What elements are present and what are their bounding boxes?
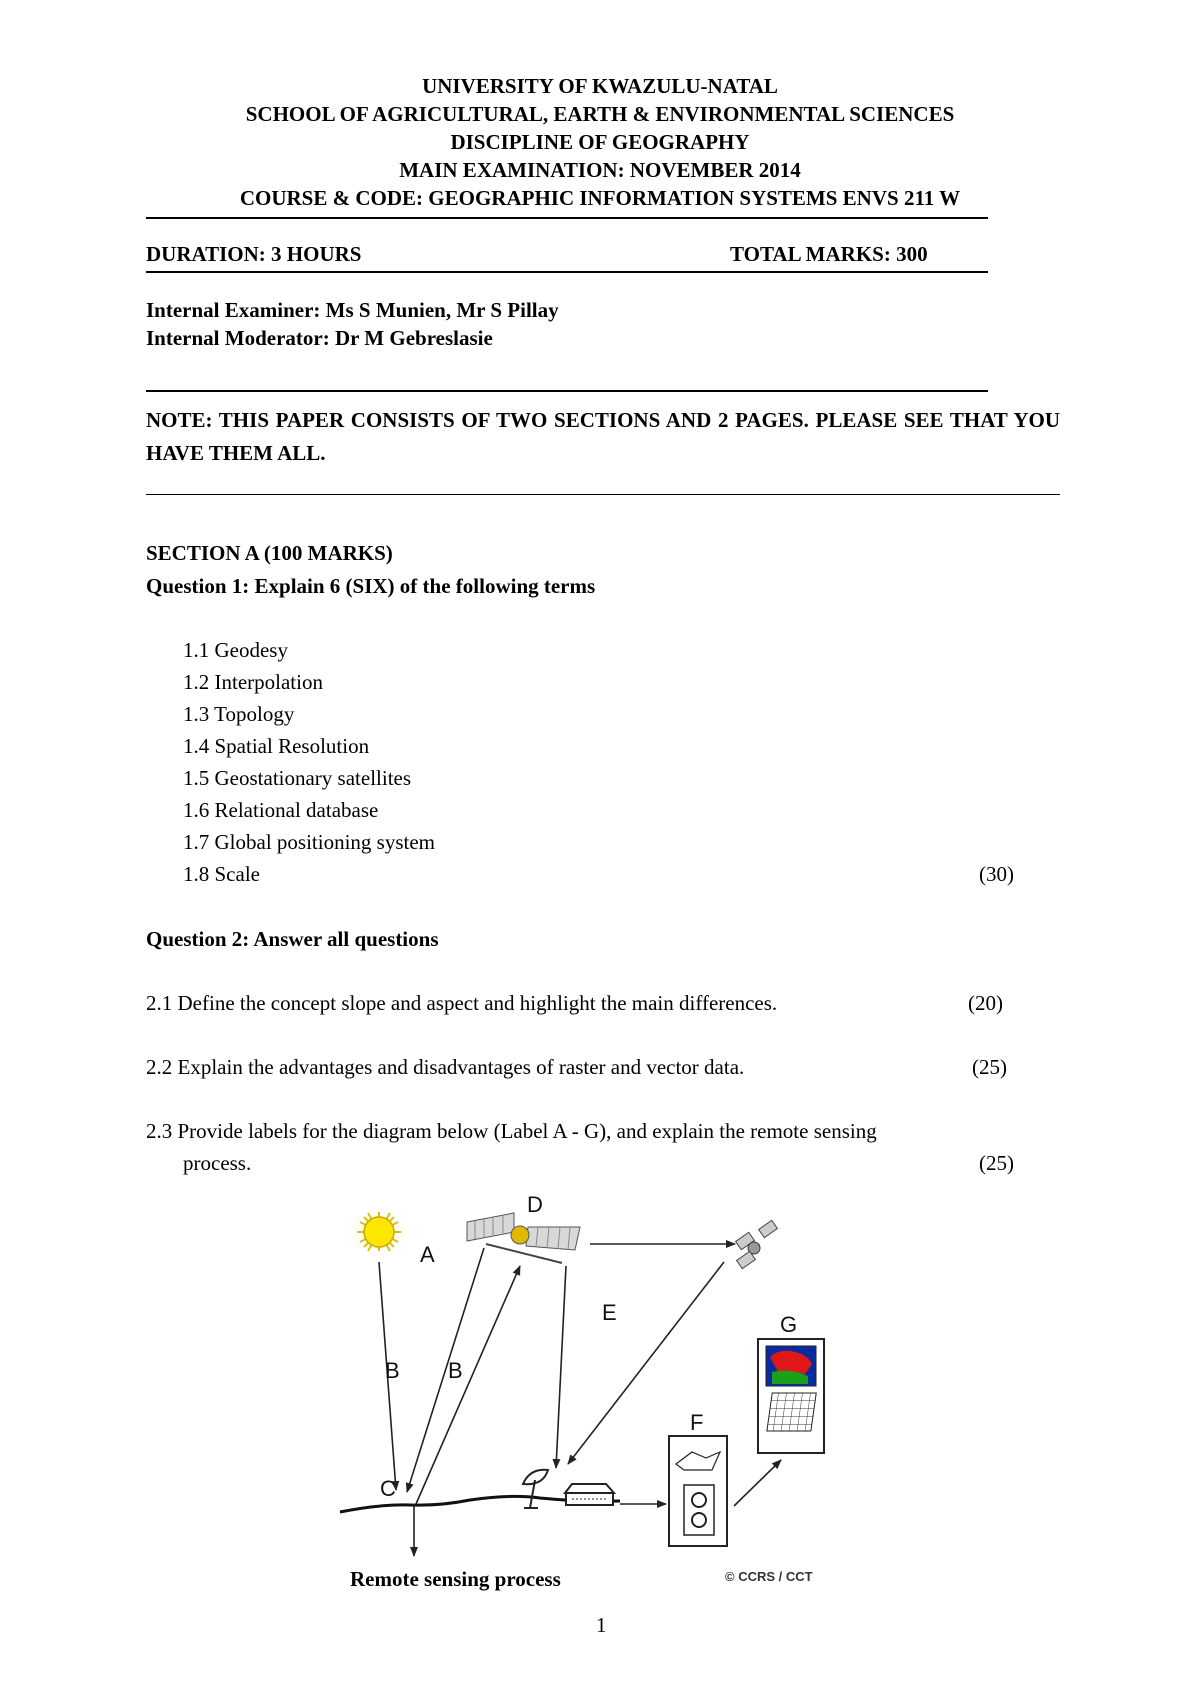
internal-examiner: Internal Examiner: Ms S Munien, Mr S Pillay (146, 298, 559, 322)
diagram-label-f: F (690, 1410, 704, 1435)
diagram-label-c: C (380, 1476, 396, 1501)
paper-note: NOTE: THIS PAPER CONSISTS OF TWO SECTIONS AND 2 PAGES. PLEASE SEE THAT YOU HAVE THEM ALL. (146, 408, 1060, 465)
term-item: 1.3 Topology (183, 702, 295, 726)
university-name: UNIVERSITY OF KWAZULU-NATAL (422, 74, 778, 98)
sun-icon (357, 1212, 401, 1251)
satellite-icon (467, 1213, 580, 1263)
page-number: 1 (596, 1613, 607, 1637)
diagram-label-a: A (420, 1242, 435, 1267)
diagram-caption: Remote sensing process (350, 1567, 561, 1591)
duration: DURATION: 3 HOURS (146, 242, 362, 266)
diagram-label-d: D (527, 1192, 543, 1217)
computer-display-icon (758, 1339, 824, 1453)
term-item: 1.4 Spatial Resolution (183, 734, 370, 758)
diagram-credit: © CCRS / CCT (725, 1569, 813, 1584)
question-2-1-marks: (20) (968, 991, 1003, 1015)
question-2-title: Question 2: Answer all questions (146, 927, 439, 951)
diagram-label-e: E (602, 1300, 617, 1325)
school-name: SCHOOL OF AGRICULTURAL, EARTH & ENVIRONMENTAL SCIENCES (245, 102, 955, 126)
question-1-marks: (30) (979, 862, 1014, 886)
diagram-label-g: G (780, 1312, 798, 1337)
term-item: 1.8 Scale (183, 862, 260, 886)
question-2-3-marks: (25) (979, 1151, 1014, 1175)
section-a-title: SECTION A (100 MARKS) (146, 541, 393, 565)
discipline-name: DISCIPLINE OF GEOGRAPHY (450, 130, 750, 154)
question-2-3: 2.3 Provide labels for the diagram below (Label A - G), and explain the remote sensing (146, 1119, 877, 1143)
question-2-1: 2.1 Define the concept slope and aspect and highlight the main differences. (146, 991, 778, 1015)
question-2-2-marks: (25) (972, 1055, 1007, 1079)
total-marks: TOTAL MARKS: 300 (730, 242, 928, 266)
internal-moderator: Internal Moderator: Dr M Gebreslasie (146, 326, 493, 350)
term-item: 1.7 Global positioning system (183, 830, 435, 854)
processing-station-icon (669, 1436, 727, 1546)
question-2-2: 2.2 Explain the advantages and disadvantages of raster and vector data. (146, 1055, 745, 1079)
question-2-3-continued: process. (183, 1151, 252, 1175)
term-item: 1.5 Geostationary satellites (183, 766, 412, 790)
receiving-dish-icon (523, 1470, 548, 1508)
course-code: COURSE & CODE: GEOGRAPHIC INFORMATION SYSTEMS ENVS 211 W (239, 186, 961, 210)
relay-satellite-icon (736, 1220, 778, 1268)
diagram-label-b1: B (385, 1358, 400, 1383)
question-1-title: Question 1: Explain 6 (SIX) of the following terms (146, 574, 596, 598)
term-item: 1.2 Interpolation (183, 670, 323, 694)
diagram-label-b2: B (448, 1358, 463, 1383)
ground-station-icon (565, 1484, 614, 1505)
term-item: 1.1 Geodesy (183, 638, 288, 662)
term-item: 1.6 Relational database (183, 798, 379, 822)
exam-title: MAIN EXAMINATION: NOVEMBER 2014 (399, 158, 801, 182)
